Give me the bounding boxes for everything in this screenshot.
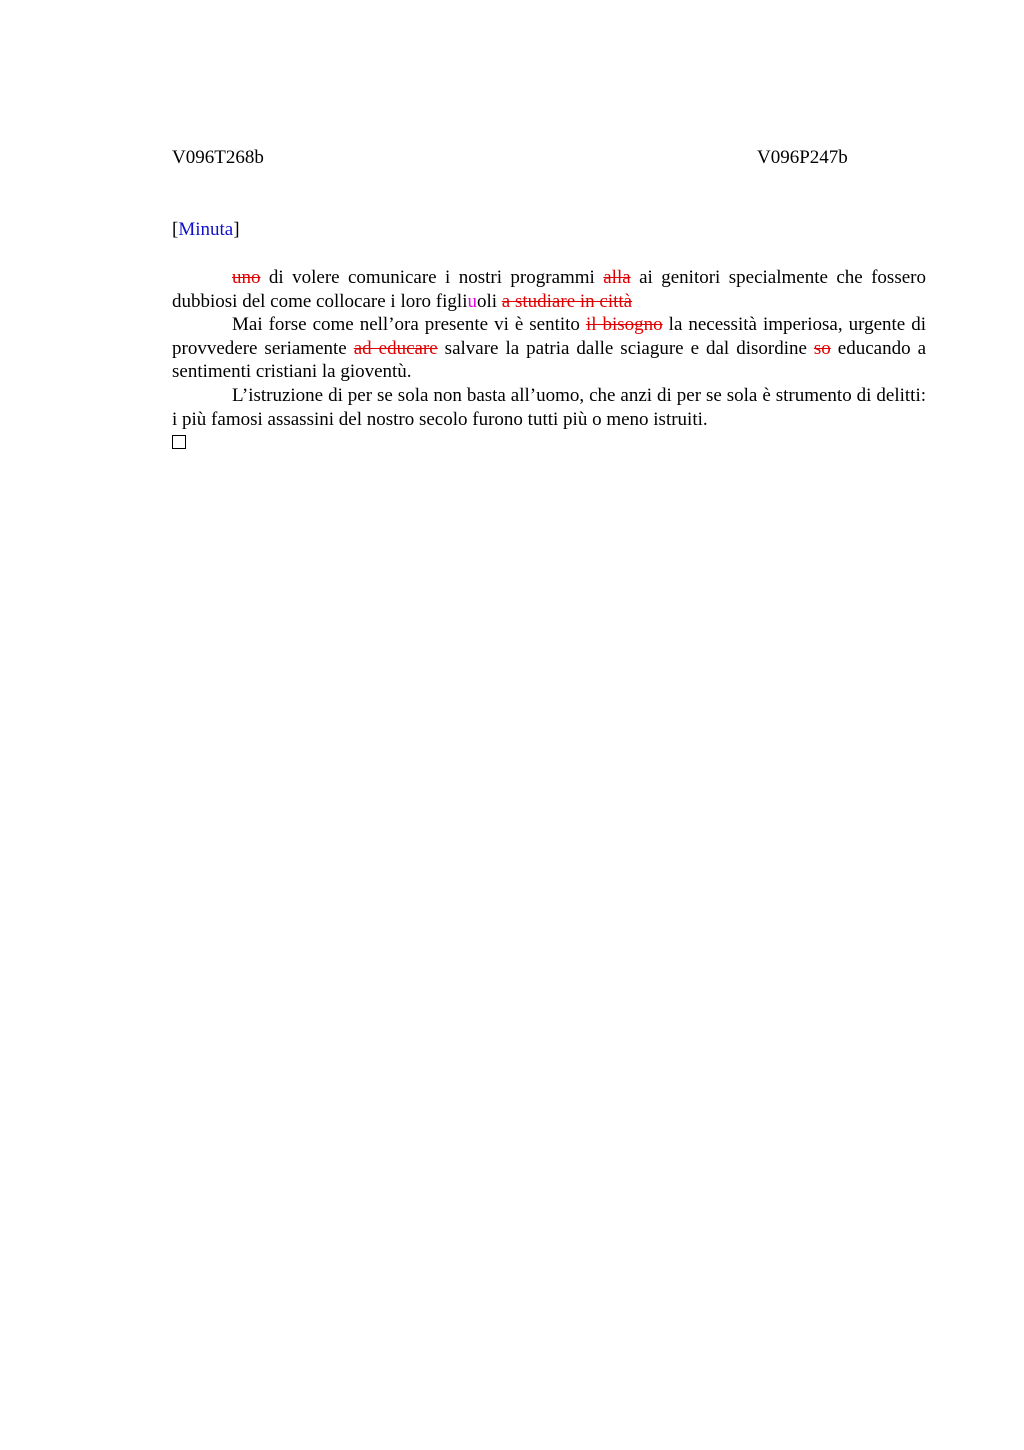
deleted-text: il bisogno xyxy=(585,314,663,336)
square-outline-icon xyxy=(172,435,186,449)
document-code-left: V096T268b xyxy=(172,147,264,168)
deleted-text: alla xyxy=(603,267,631,288)
text-run: educando a sentimenti cristiani la gioventù. xyxy=(172,337,927,383)
deleted-text: ad educare xyxy=(353,337,438,359)
minuta-label xyxy=(172,219,240,241)
end-marker xyxy=(172,431,926,455)
label-close-bracket: ] xyxy=(233,219,240,240)
label-text: Minuta xyxy=(178,219,234,240)
text-run: oli xyxy=(476,290,502,312)
text-run: la necessità imperiosa, urgente di provvedere seriamente xyxy=(172,314,927,359)
text-run: ai genitori specialmente che fossero dubbiosi del come collocare i loro figli xyxy=(172,267,926,312)
deleted-text: so xyxy=(813,337,831,359)
deleted-text: uno xyxy=(232,267,261,288)
text-run: di volere comunicare i nostri programmi xyxy=(260,267,604,288)
paragraph-1 xyxy=(172,266,926,313)
document-code-right: V096P247b xyxy=(757,147,848,168)
text-run: Mai forse come nell’ora presente vi è sentito xyxy=(232,314,586,336)
text-run: salvare la patria dalle sciagure e dal disordine xyxy=(437,337,814,359)
paragraph-2 xyxy=(172,313,926,384)
inserted-text: u xyxy=(467,290,477,312)
deleted-text: a studiare in città xyxy=(501,290,633,312)
text-run: L’istruzione di per se sola non basta all’uomo, che anzi di per se sola è strumento di delitti: i più famosi assassini del nostro secolo furono tutti più o meno istruiti. xyxy=(172,384,926,430)
label-open-bracket: [ xyxy=(172,219,179,240)
paragraph-3 xyxy=(172,384,926,431)
document-body xyxy=(172,266,926,455)
